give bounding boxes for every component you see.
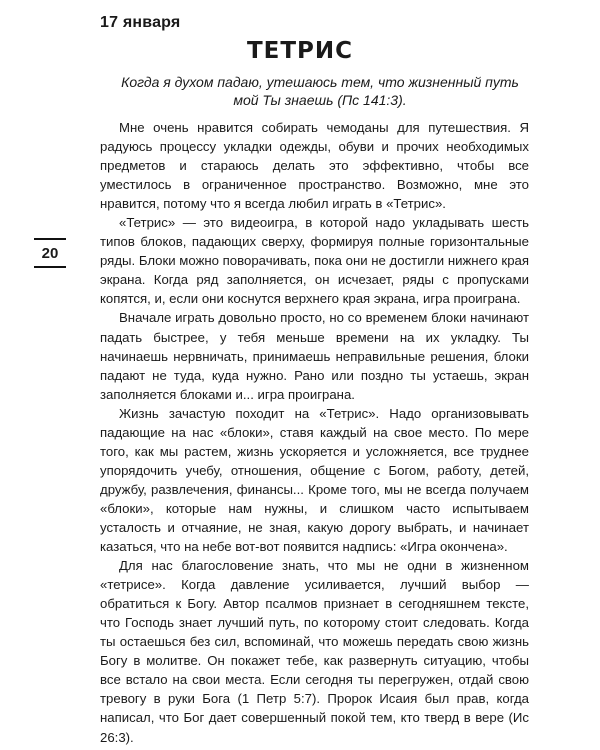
paragraph: Жизнь зачастую походит на «Тетрис». Надо организовывать падающие на нас «блоки», ставя каждый на свое место. По мере того, как мы растем, жизнь ускоряется и усложняется, все труднее упорядочить учебу, отношения, общение с Богом, работу, детей, дружбу, развлечения, финансы... Кроме того, мы не всегда получаем «блоки», которые нам нужны, и слишком часто испытываем усталость и отчаяние, не зная, какую дорогу выбрать, и начинает казаться, что на небе вот-вот появится надпись: «Игра окончена». — [100, 405, 529, 555]
epigraph-verse: Когда я духом падаю, утешаюсь тем, что жизненный путь мой Ты знаешь (Пс 141:3). — [121, 74, 519, 108]
page-number-block — [34, 238, 66, 268]
page-number: 20 — [41, 245, 59, 262]
body-text — [100, 118, 529, 747]
paragraph: Вначале играть довольно просто, но со временем блоки начинают падать быстрее, у тебя меньше времени на их укладку. Ты начинаешь нервничать, принимаешь неправильные решения, блоки падают не туда, куда нужно. Рано или поздно ты устаешь, экран заполняется блоками и... игра проиграна. — [100, 310, 529, 402]
page-number-bottom-rule — [34, 266, 66, 268]
page-title: ТЕТРИС — [246, 38, 354, 64]
date-heading: 17 января — [100, 14, 181, 31]
paragraph: Мне очень нравится собирать чемоданы для путешествия. Я радуюсь процессу укладки одежды, обуви и прочих необходимых предметов и стараюсь делать это эффективно, чтобы все уместилось в ограниченное пространство. Возможно, мне это нравится, потому что я всегда любил играть в «Тетрис». — [100, 120, 529, 212]
paragraph: «Тетрис» — это видеоигра, в которой надо укладывать шесть типов блоков, падающих сверху, формируя полные горизонтальные ряды. Блоки можно поворачивать, пока они не достигли нижнего края экрана. Когда ряд заполняется, он исчезает, ряды с пропусками копятся, и, если они коснутся верхнего края экрана, игра проиграна. — [100, 215, 530, 307]
paragraph: Для нас благословение знать, что мы не одни в жизненном «тетрисе». Когда давление усиливается, лучший выбор — обратиться к Богу. Автор псалмов признает в сегодняшнем тексте, что Господь знает лучший путь, по которому стоит следовать. Когда ты остаешься без сил, вспоминай, что можешь передать свою жизнь Богу в молитве. Он покажет тебе, как развернуть ситуацию, чтобы все встало на свои места. Если сегодня ты перегружен, отдай свою тревогу в руки Бога (1 Петр 5:7). Пророк Исаия был прав, когда написал, что Бог дает совершенный покой тем, кто тверд в вере (Ис 26:3). — [100, 558, 529, 745]
